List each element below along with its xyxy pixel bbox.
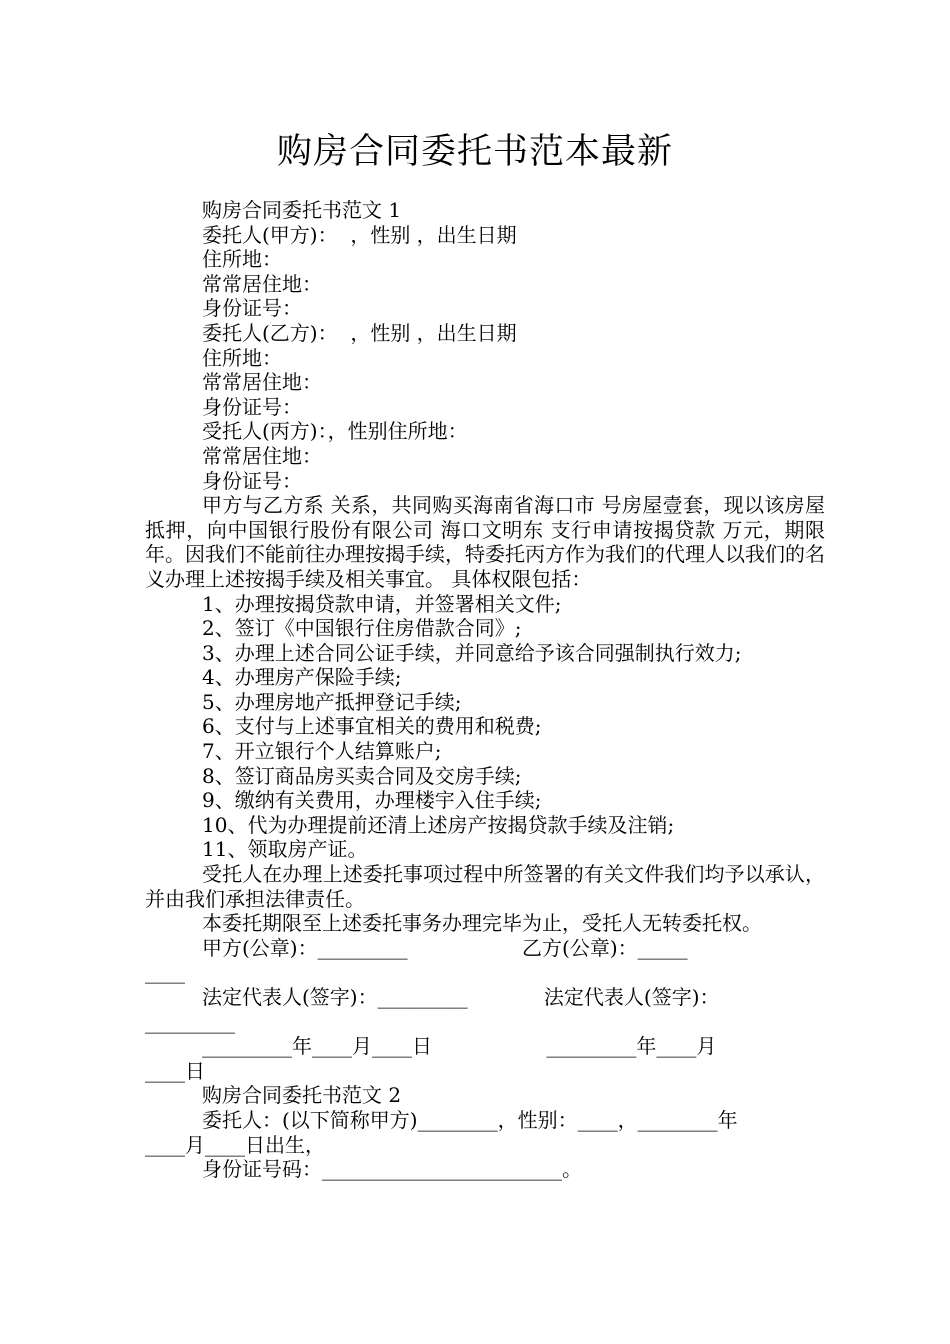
authority-item: 11、领取房产证。 [202, 837, 368, 862]
authority-item: 10、代为办理提前还清上述房产按揭贷款手续及注销; [202, 812, 675, 837]
sample2-principal-wrap: ____月____日出生， [145, 1132, 325, 1157]
document-title: 购房合同委托书范本最新 [276, 132, 673, 172]
sample2-id-line: 身份证号码：________________________。 [202, 1157, 582, 1182]
agent-c-id: 身份证号： [202, 468, 302, 493]
principal-b-line: 委托人(乙方)： ，性别 ，出生日期 [202, 320, 517, 345]
principal-b-address: 住所地： [202, 345, 282, 370]
date-line: _________年____月____日 _________年____月 [202, 1034, 717, 1059]
section-heading-1: 购房合同委托书范文 1 [202, 198, 402, 222]
representative-signature-line: 法定代表人(签字)：_________ 法定代表人(签字)： [202, 985, 720, 1009]
agent-c-line: 受托人(丙方)：，性别住所地： [202, 419, 468, 444]
section-heading-2: 购房合同委托书范文 2 [202, 1083, 402, 1108]
authority-item: 5、办理房地产抵押登记手续; [202, 689, 462, 714]
sample2-principal-line: 委托人：(以下简称甲方)________，性别：____，________年 [202, 1107, 738, 1132]
principal-b-id: 身份证号： [202, 394, 302, 419]
date-line-wrap: ____日 [145, 1058, 205, 1083]
term-paragraph: 本委托期限至上述委托事务办理完毕为止，受托人无转委托权。 [202, 911, 762, 936]
authority-item: 8、签订商品房买卖合同及交房手续; [202, 763, 522, 788]
representative-signature-wrap: _________ [145, 1009, 235, 1034]
seal-line: 甲方(公章)：_________ 乙方(公章)：_____ [202, 935, 688, 960]
principal-a-address: 住所地： [202, 247, 282, 272]
authority-item: 2、签订《中国银行住房借款合同》; [202, 616, 522, 641]
authority-item: 7、开立银行个人结算账户; [202, 739, 442, 764]
authorization-paragraph: 甲方与乙方系 关系，共同购买海南省海口市 号房屋壹套，现以该房屋抵押，向中国银行股份有限公司 海口文明东 支行申请按揭贷款 万元，期限年。因我们不能前往办理按揭手续，特委托丙方作为我们的代理人以我们的名义办理上述按揭手续及相关事宜。 具体权限包括： [145, 493, 825, 591]
principal-a-line: 委托人(甲方)： ，性别 ，出生日期 [202, 222, 517, 247]
authority-item: 9、缴纳有关费用，办理楼宇入住手续; [202, 788, 542, 813]
liability-paragraph: 受托人在办理上述委托事项过程中所签署的有关文件我们均予以承认，并由我们承担法律责任。 [145, 862, 825, 911]
principal-a-id: 身份证号： [202, 296, 302, 321]
agent-c-residence: 常常居住地： [202, 443, 322, 468]
authority-item: 4、办理房产保险手续; [202, 665, 402, 690]
authority-item: 6、支付与上述事宜相关的费用和税费; [202, 714, 542, 739]
principal-a-residence: 常常居住地： [202, 271, 322, 296]
document-body [145, 198, 825, 1182]
authority-item: 1、办理按揭贷款申请，并签署相关文件; [202, 591, 562, 616]
principal-b-residence: 常常居住地： [202, 370, 322, 395]
authority-item: 3、办理上述合同公证手续，并同意给予该合同强制执行效力; [202, 640, 742, 665]
seal-line-wrap: ____ [145, 960, 185, 985]
